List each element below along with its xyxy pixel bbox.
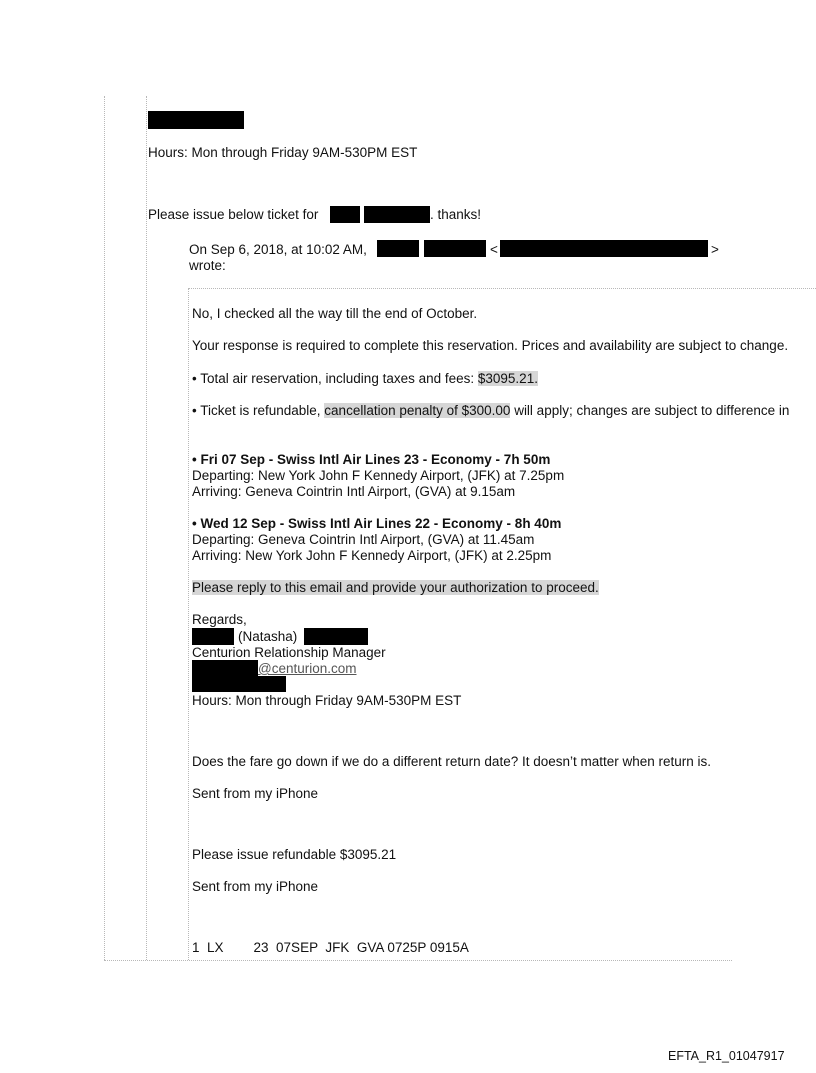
redacted-sender-first <box>377 240 419 257</box>
total-line <box>192 371 538 387</box>
redacted-agent-first <box>192 628 234 645</box>
quote-wrote: wrote: <box>189 258 226 273</box>
angle-close: > <box>711 242 719 257</box>
reply-request-line <box>192 580 599 596</box>
agent-role: Centurion Relationship Manager <box>192 645 386 660</box>
outer-bottom-border <box>104 960 732 961</box>
agent-email-link[interactable]: @centurion.com <box>258 661 357 676</box>
redacted-last-name <box>364 206 430 223</box>
flight-2-title: • Wed 12 Sep - Swiss Intl Air Lines 22 - Economy - 8h 40m <box>192 516 562 531</box>
inner-left-border <box>146 96 147 960</box>
redacted-sender-last <box>424 240 486 257</box>
agent-nickname: (Natasha) <box>238 629 298 644</box>
regards: Regards, <box>192 612 247 627</box>
response-required-line: Your response is required to complete this reservation. Prices and availability are subject to change. <box>192 338 789 353</box>
quote-left-border <box>188 288 189 960</box>
refund-prefix: • Ticket is refundable, <box>192 403 325 418</box>
angle-open: < <box>490 242 498 257</box>
flight-1-departing: Departing: New York John F Kennedy Airport, (JFK) at 7.25pm <box>192 468 565 483</box>
flight-2-departing: Departing: Geneva Cointrin Intl Airport, (GVA) at 11.45am <box>192 532 535 547</box>
sent-from-iphone-2: Sent from my iPhone <box>192 879 319 894</box>
issue-suffix: . thanks! <box>430 207 482 222</box>
total-prefix: • Total air reservation, including taxes and fees: <box>192 371 478 386</box>
redacted-sender-email <box>500 240 708 257</box>
total-amount: $3095.21. <box>477 371 538 386</box>
redacted-first-name <box>330 206 360 223</box>
redacted-agent-phone <box>192 676 286 692</box>
refund-line <box>192 403 789 419</box>
quote-top-border <box>188 288 816 289</box>
flight-2-arriving: Arriving: New York John F Kennedy Airport, (JFK) at 2.25pm <box>192 548 552 563</box>
email-hours: Hours: Mon through Friday 9AM-530PM EST <box>192 693 462 708</box>
itinerary-line: 1 LX 23 07SEP JFK GVA 0725P 0915A <box>192 940 469 955</box>
sent-from-iphone-1: Sent from my iPhone <box>192 786 319 801</box>
redacted-agent-last <box>304 628 368 645</box>
redacted-name-block <box>148 111 244 129</box>
outer-left-border <box>104 96 105 960</box>
refund-penalty: cancellation penalty of $300.00 <box>324 403 511 418</box>
reply-request: Please reply to this email and provide your authorization to proceed. <box>192 580 599 595</box>
issue-prefix: Please issue below ticket for <box>148 207 319 222</box>
checked-line: No, I checked all the way till the end of October. <box>192 306 478 321</box>
document-id: EFTA_R1_01047917 <box>668 1049 785 1063</box>
refund-suffix: will apply; changes are subject to difference in <box>510 403 790 418</box>
issue-ticket-line <box>148 207 318 223</box>
flight-1-arriving: Arriving: Geneva Cointrin Intl Airport, (GVA) at 9.15am <box>192 484 516 499</box>
redacted-agent-email-prefix <box>228 660 258 676</box>
quote-date: On Sep 6, 2018, at 10:02 AM, <box>189 242 367 257</box>
fare-question: Does the fare go down if we do a different return date? It doesn’t matter when return is. <box>192 754 712 769</box>
flight-1-title: • Fri 07 Sep - Swiss Intl Air Lines 23 - Economy - 7h 50m <box>192 452 551 467</box>
refundable-request: Please issue refundable $3095.21 <box>192 847 397 862</box>
header-hours: Hours: Mon through Friday 9AM-530PM EST <box>148 145 418 160</box>
